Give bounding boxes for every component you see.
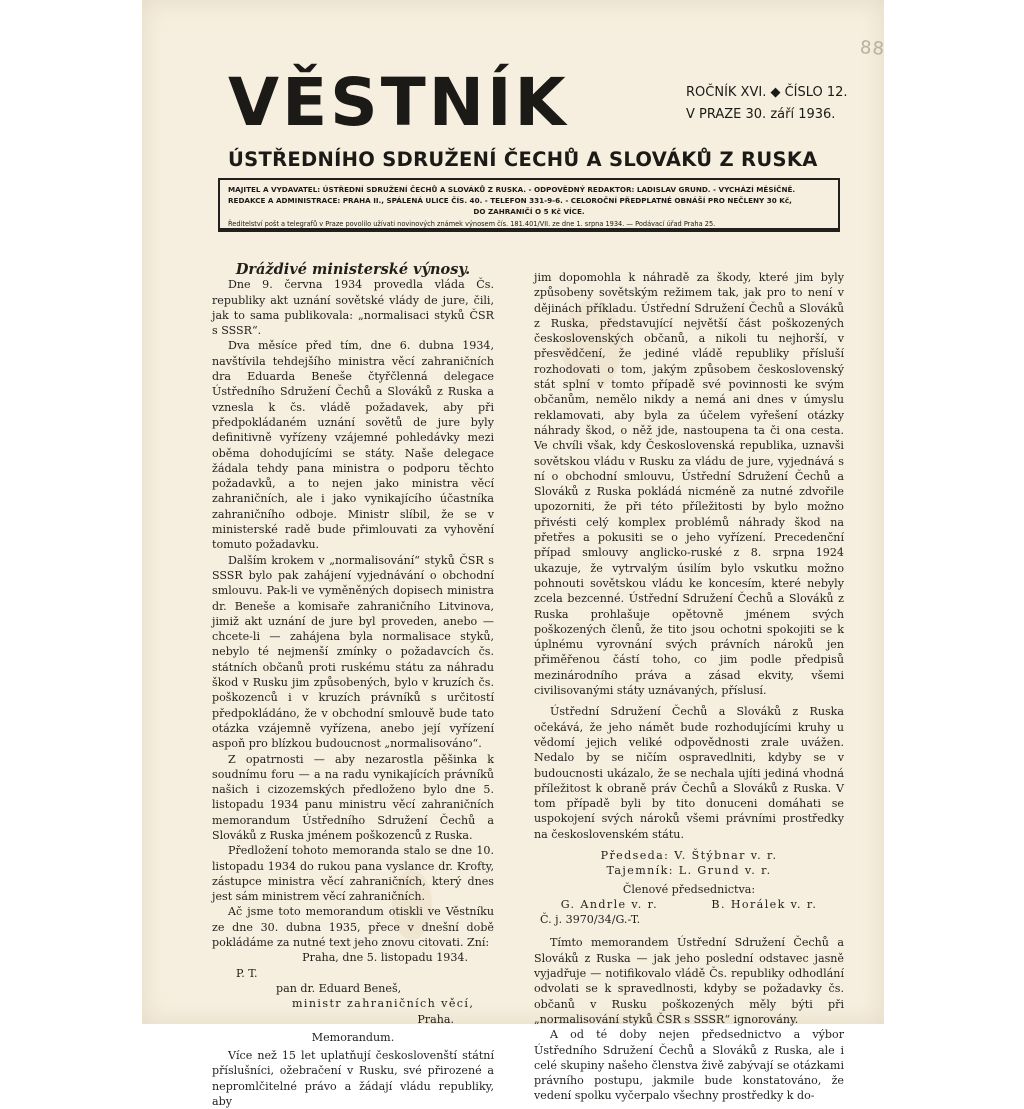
paragraph: Více než 15 let uplatňují českoslovenští státní příslušníci, ožebračení v Rusku, své přirozené a nepromlčitelné právo a žádají vládu republiky, aby	[212, 1049, 494, 1109]
publisher-info-box	[218, 178, 840, 232]
article-column-right	[534, 270, 844, 1104]
signature-chairman: Předseda: V. Štýbnar v. r.	[600, 848, 778, 862]
board-signatures	[534, 897, 844, 912]
newspaper-page	[142, 0, 886, 1109]
memo-city: Praha.	[417, 1012, 454, 1026]
paragraph: Tímto memorandem Ústřední Sdružení Čechů a Slováků z Ruska — jak jeho poslední odstavec jasně vyjadřuje — notifikovalo vládě Čs. republiky odhodlání odvolati se k spravedlnosti, kdyby se požadavky čs. občanů v Rusku poškozených měly býti při „normalisování styků ČSR s SSSR“ ignorovány.	[534, 936, 844, 1026]
paragraph: Dalším krokem v „normalisování“ styků ČSR s SSSR bylo pak zahájení vyjednávání o obchodní smlouvu. Pak-li ve vyměněných dopisech ministra dr. Beneše a komisaře zahraničního Litvinova, jimiž akt uznání de jure byl proveden, anebo — chcete-li — zahájena byla normalisace styků, nebylo té nejmenší zmínky o požadavcích čs. státních občanů proti ruskému státu za náhradu škod v Rusku jim způsobených, bylo v kruzích čs. poškozenců i v kruzích právníků s určitostí předpokládáno, že v obchodní smlouvě bude tato otázka vzájemně vyřízena, anebo její vyřízení aspoň pro blízkou budoucnost „normalisováno“.	[212, 553, 494, 751]
issue-info	[686, 82, 848, 126]
issue-number: ROČNÍK XVI. ◆ ČÍSLO 12.	[686, 85, 848, 100]
reference-number: Č. j. 3970/34/G.-T.	[540, 913, 641, 927]
memo-title: Memorandum.	[311, 1030, 395, 1044]
paragraph: Dne 9. června 1934 provedla vláda Čs. republiky akt uznání sovětské vlády de jure, čili, jak to sama publikovala: „normalisaci styků ČSR s SSSR“.	[212, 278, 494, 338]
paragraph: jim dopomohla k náhradě za škody, které jim byly způsobeny sovětským režimem tak, jak pro to není v dějinách příkladu. Ústřední Sdružení Čechů a Slováků z Ruska, představující největší část poškozených československých občanů, a nikoli tu nejhorší, v přesvědčení, že jediné vládě republiky přísluší rozhodovati o tom, jakým způsobem československý stát splní v tomto případě své povinnosti ke svým občanům, nemělo nikdy a nemá ani dnes v úmyslu reklamovati, aby byla za účelem vyřešení otázky náhrady škod, o něž jde, nastoupena ta či ona cesta. Ve chvíli však, kdy Československá republika, uznavši sovětskou vládu v Rusku za vládu de jure, vyjednává s ní o obchodní smlouvu, Ústřední Sdružení Čechů a Slováků z Ruska pokládá nicméně za nutné zdvořile upozorniti, že při této příležitosti by bylo možno přivésti celý komplex problémů náhrady škod na přetřes a pokusiti se o jeho vyřízení. Precedenční případ smlouvy anglicko-ruské z 8. srpna 1924 ukazuje, že vytrvalým úsilím bylo vskutku možno pohnouti sovětskou vládu ke koncesím, které nebyly zcela bezcenné. Ústřední Sdružení Čechů a Slováků z Ruska prohlašuje opětovně jménem svých poškozených členů, že tito jsou ochotni spokojiti se k úplnému vyrovnání svých právních nároků jen přiměřenou částí toho, co jim podle předpisů mezinárodního práva a zásad ekvity, všemi civilisovanými státy uznávaných, příslusí.	[534, 271, 844, 698]
memo-addressee: pan dr. Eduard Beneš,	[276, 981, 402, 995]
board-label: Členové předsednictva:	[622, 882, 756, 896]
signature-secretary: Tajemník: L. Grund v. r.	[606, 864, 772, 878]
article-headline: Dráždivé ministerské výnosy.	[235, 261, 471, 278]
article-column-left	[212, 262, 494, 1109]
paragraph: Z opatrnosti — aby nezarostla pěšinka k soudnímu foru — a na radu vynikajících právníků našich i cizozemských předloženo bylo dne 5. listopadu 1934 panu ministru věcí zahraničních memorandum Ústředního Sdružení Čechů a Slováků z Ruska jménem poškozenců z Ruska.	[212, 752, 494, 842]
memo-salutation: P. T.	[236, 966, 258, 980]
signature-member: B. Horálek v. r.	[711, 897, 818, 911]
issue-date: V PRAZE 30. září 1936.	[686, 107, 836, 122]
masthead-title: VĚSTNÍK	[228, 64, 569, 141]
info-line: DO ZAHRANIČÍ O 5 Kč VÍCE.	[473, 207, 585, 216]
postal-notice: Ředitelství pošt a telegrafů v Praze povolilo užívati novinových známek výnosem čís. 181.401/VII. ze dne 1. srpna 1934. — Podávací úřad Praha 25.	[228, 220, 716, 228]
paragraph: Dva měsíce před tím, dne 6. dubna 1934, navštívila tehdejšího ministra věcí zahraničních dra Eduarda Beneše čtyřčlenná delegace Ústředního Sdružení Čechů a Slováků z Ruska a vznesla k čs. vládě požadavek, aby při předpokládaném uznání sovětů de jure byly definitivně vyřízeny vzájemné pohledávky mezi oběma dohodujícími se státy. Naše delegace žádala tehdy pana ministra o podporu těchto požadavků, a to nejen jako ministra věcí zahraničních, ale i jako vynikajícího účastníka zahraničního odboje. Ministr slíbil, že se v ministerské radě bude přimlouvati za vyhovění tomuto požadavku.	[212, 339, 494, 552]
paragraph: Předložení tohoto memoranda stalo se dne 10. listopadu 1934 do rukou pana vyslance dr. Krofty, zástupce ministra věcí zahraničních, který dnes jest sám ministrem věcí zahraničních.	[212, 844, 494, 904]
paragraph: Ústřední Sdružení Čechů a Slováků z Ruska očekává, že jeho námět bude rozhodujícími kruhy u vědomí jejich veliké odpovědnosti zrale uvážen. Nedalo by se ničím ospravedlniti, kdyby se v budoucnosti ukázalo, že se nechala ujíti jediná vhodná příležitost k obraně práv Čechů a Slováků z Ruska. V tom případě byli by tito donuceni domáhati se uspokojení svých nároků všemi právními prostředky na československém státu.	[534, 705, 844, 841]
paragraph: Ač jsme toto memorandum otiskli ve Věstníku ze dne 30. dubna 1935, přece v dnešní době pokládáme za nutné text jeho znovu citovati. Zní:	[212, 905, 494, 950]
memo-date: Praha, dne 5. listopadu 1934.	[302, 951, 468, 965]
signature-member: G. Andrle v. r.	[560, 897, 659, 911]
paragraph: A od té doby nejen předsednictvo a výbor Ústředního Sdružení Čechů a Slováků z Ruska, ale i celé skupiny našeho členstva živě zabývají se otázkami právního postupu, jakmile bude konstatováno, že vedení spolku vyčerpalo všechny prostředky k do-	[534, 1028, 844, 1103]
info-line: MAJITEL A VYDAVATEL: ÚSTŘEDNÍ SDRUŽENÍ ČECHŮ A SLOVÁKŮ Z RUSKA. - ODPOVĚDNÝ REDAKTOR: LADISLAV GRUND. - VYCHÁZÍ MĚSÍČNĚ.	[228, 185, 796, 194]
masthead-subtitle: ÚSTŘEDNÍHO SDRUŽENÍ ČECHŮ A SLOVÁKŮ Z RUSKA	[228, 148, 818, 171]
pencil-margin-note: 88	[859, 37, 886, 60]
memo-office: ministr zahraničních věcí,	[292, 997, 475, 1011]
info-line: REDAKCE A ADMINISTRACE: PRAHA II., SPÁLENÁ ULICE ČÍS. 40. - TELEFON 331-9-6. - CELOROČNÍ PŘEDPLATNÉ OBNÁŠÍ PRO NEČLENY 30 Kč,	[228, 196, 792, 205]
